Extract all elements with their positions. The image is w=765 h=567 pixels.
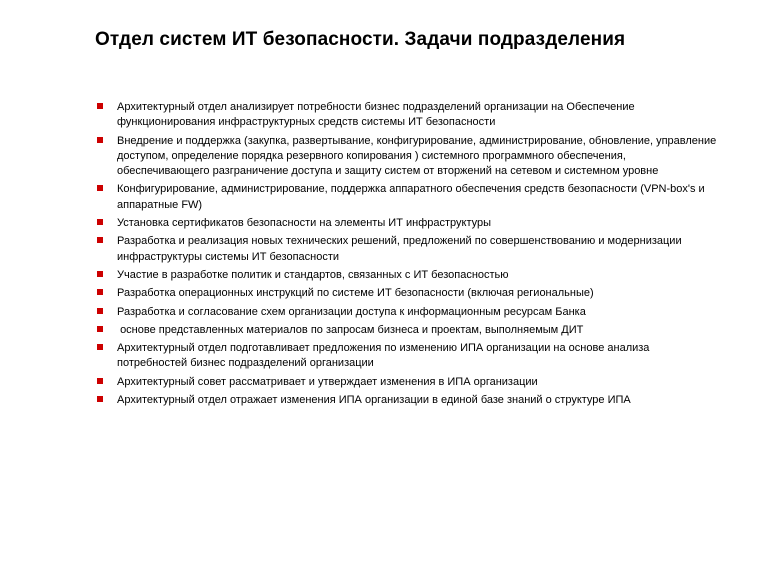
list-item-text: Конфигурирование, администрирование, поддержка аппаратного обеспечения средств безопасности (VPN-box's и аппаратные FW) [117,183,705,211]
list-item-text: Архитектурный отдел подготавливает предложения по изменению ИПА организации на основе анализа потребностей бизнес подразделений организации [117,342,650,370]
list-item [97,393,717,408]
list-item-text: Участие в разработке политик и стандартов, связанных с ИТ безопасностью [117,268,509,281]
list-item-text: Разработка и реализация новых технических решений, предложений по совершенствованию и модернизации инфраструктуры системы ИТ безопасности [117,235,682,263]
list-item [97,100,717,131]
list-item [97,268,717,283]
list-item [97,323,717,338]
list-item-text: Архитектурный отдел отражает изменения ИПА организации в единой базе знаний о структуре ИПА [117,394,631,407]
bullet-square-icon [97,237,103,243]
list-item-text: Разработка и согласование схем организации доступа к информационным ресурсам Банка [117,305,586,318]
task-list [97,100,717,411]
bullet-square-icon [97,344,103,350]
list-item [97,182,717,213]
list-item-text: Установка сертификатов безопасности на элементы ИТ инфраструктуры [117,217,492,230]
list-item [97,286,717,301]
bullet-square-icon [97,137,103,143]
list-item [97,375,717,390]
list-item-text: Архитектурный совет рассматривает и утверждает изменения в ИПА организации [117,375,538,388]
bullet-square-icon [97,396,103,402]
list-item [97,216,717,231]
page-title: Отдел систем ИТ безопасности. Задачи подразделения [95,29,626,50]
list-item-text: Внедрение и поддержка (закупка, развертывание, конфигурирование, администрирование, обновление, управление доступом, определение порядка резервного копирования ) системного программного обеспечения, обеспечивающего разграничение доступа и защиту систем от вторжений на сетевом и системном уровне [117,134,717,178]
list-item [97,134,717,180]
bullet-square-icon [97,308,103,314]
bullet-square-icon [97,271,103,277]
list-item-text: Разработка операционных инструкций по системе ИТ безопасности (включая региональные) [117,287,594,300]
bullet-square-icon [97,103,103,109]
list-item [97,305,717,320]
list-item [97,234,717,265]
list-item-text: основе представленных материалов по запросам бизнеса и проектам, выполняемым ДИТ [117,323,584,336]
bullet-square-icon [97,219,103,225]
bullet-square-icon [97,326,103,332]
list-item [97,341,717,372]
bullet-square-icon [97,289,103,295]
bullet-square-icon [97,378,103,384]
list-item-text: Архитектурный отдел анализирует потребности бизнес подразделений организации на Обеспечение функционирования инфраструктурных средств системы ИТ безопасности [117,101,635,129]
bullet-square-icon [97,185,103,191]
